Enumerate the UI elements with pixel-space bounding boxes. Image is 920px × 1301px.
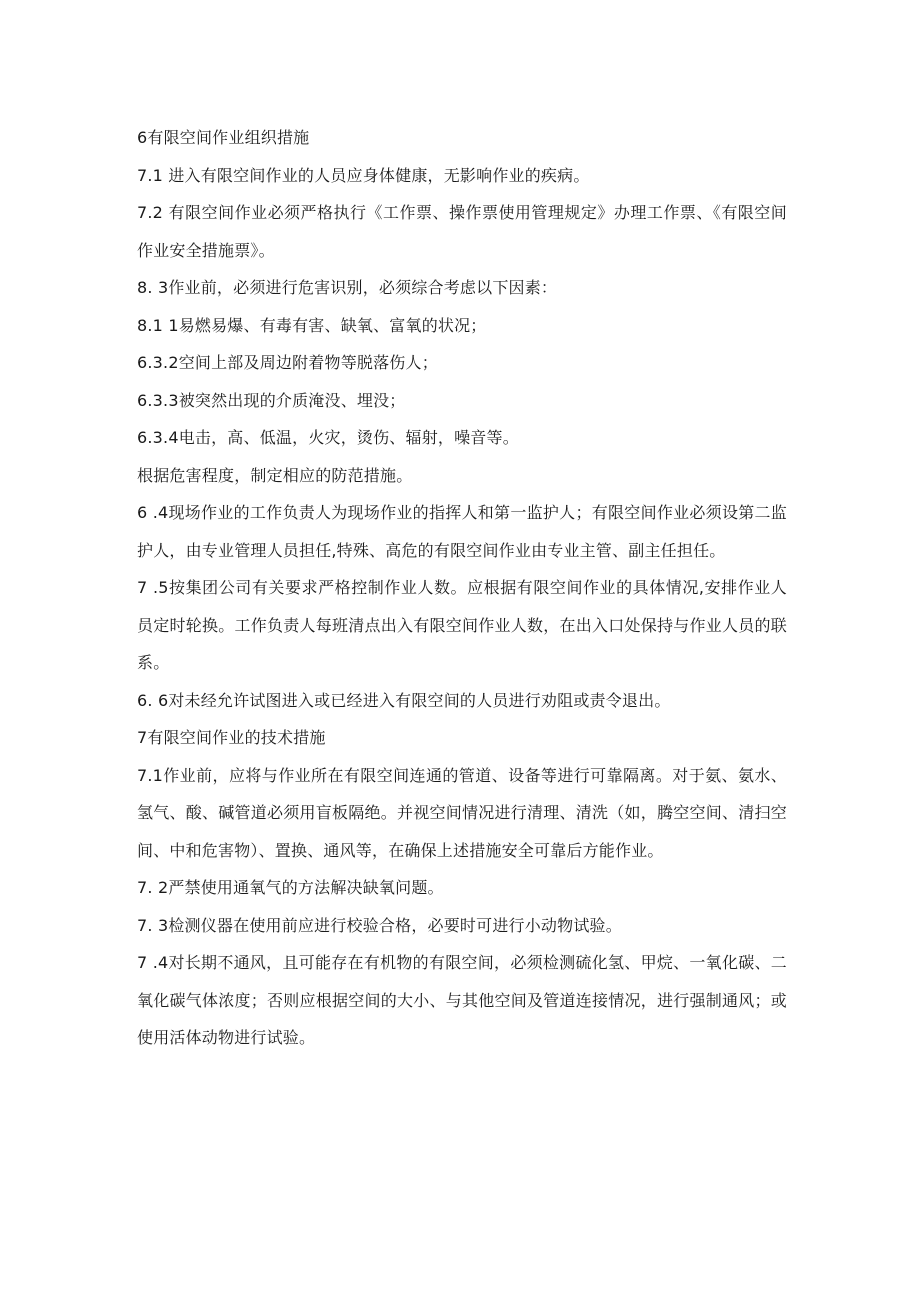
document-body — [137, 119, 787, 1057]
paragraph-6-6-dissuade: 6. 6对未经允许试图进入或已经进入有限空间的人员进行劝阻或责令退出。 — [137, 690, 671, 710]
paragraph-8-3-hazard-identification: 8. 3作业前，必须进行危害识别，必须综合考虑以下因素： — [137, 278, 558, 297]
paragraph-6-3-4-electric-shock: 6.3.4电击，高、低温，火灾，烫伤、辐射，噪音等。 — [137, 428, 519, 447]
paragraph-6-3-2-falling-objects: 6.3.2空间上部及周边附着物等脱落伤人； — [137, 353, 438, 372]
paragraph-7-4-gas-detection: 7 .4对长期不通风，且可能存在有机物的有限空间，必须检测硫化氢、甲烷、一氧化碳、二氧化碳气体浓度；否则应根据空间的大小、与其他空间及管道连接情况，进行强制通风；或使用活体动物进行试验。 — [137, 953, 787, 1047]
paragraph-7-3-calibration: 7. 3检测仪器在使用前应进行校验合格，必要时可进行小动物试验。 — [137, 915, 622, 935]
paragraph-7-1-isolation: 7.1作业前，应将与作业所在有限空间连通的管道、设备等进行可靠隔离。对于氨、氨水、氢气、酸、碱管道必须用盲板隔绝。并视空间情况进行清理、清洗（如，腾空空间、清扫空间、中和危害物）、置换、通风等，在确保上述措施安全可靠后方能作业。 — [137, 765, 787, 860]
paragraph-7-2-work-ticket: 7.2 有限空间作业必须严格执行《工作票、操作票使用管理规定》办理工作票、《有限空间作业安全措施票》。 — [137, 203, 787, 260]
section-heading-technical: 7有限空间作业的技术措施 — [137, 728, 326, 747]
paragraph-preventive-measures: 根据危害程度，制定相应的防范措施。 — [137, 465, 413, 485]
paragraph-7-5-headcount: 7 .5按集团公司有关要求严格控制作业人数。应根据有限空间作业的具体情况,安排作业人员定时轮换。工作负责人每班清点出入有限空间作业人数，在出入口处保持与作业人员的联系。 — [137, 578, 787, 672]
paragraph-7-1-health: 7.1 进入有限空间作业的人员应身体健康，无影响作业的疾病。 — [137, 165, 590, 185]
paragraph-7-2-no-oxygen: 7. 2严禁使用通氧气的方法解决缺氧问题。 — [137, 878, 444, 897]
section-heading-organization: 6有限空间作业组织措施 — [137, 128, 310, 147]
paragraph-6-4-supervisor: 6 .4现场作业的工作负责人为现场作业的指挥人和第一监护人；有限空间作业必须设第二监护人，由专业管理人员担任,特殊、高危的有限空间作业由专业主管、副主任担任。 — [137, 503, 787, 560]
paragraph-8-1-flammable: 8.1 1易燃易爆、有毒有害、缺氧、富氧的状况； — [137, 315, 487, 335]
paragraph-6-3-3-submerged: 6.3.3被突然出现的介质淹没、埋没； — [137, 390, 406, 410]
